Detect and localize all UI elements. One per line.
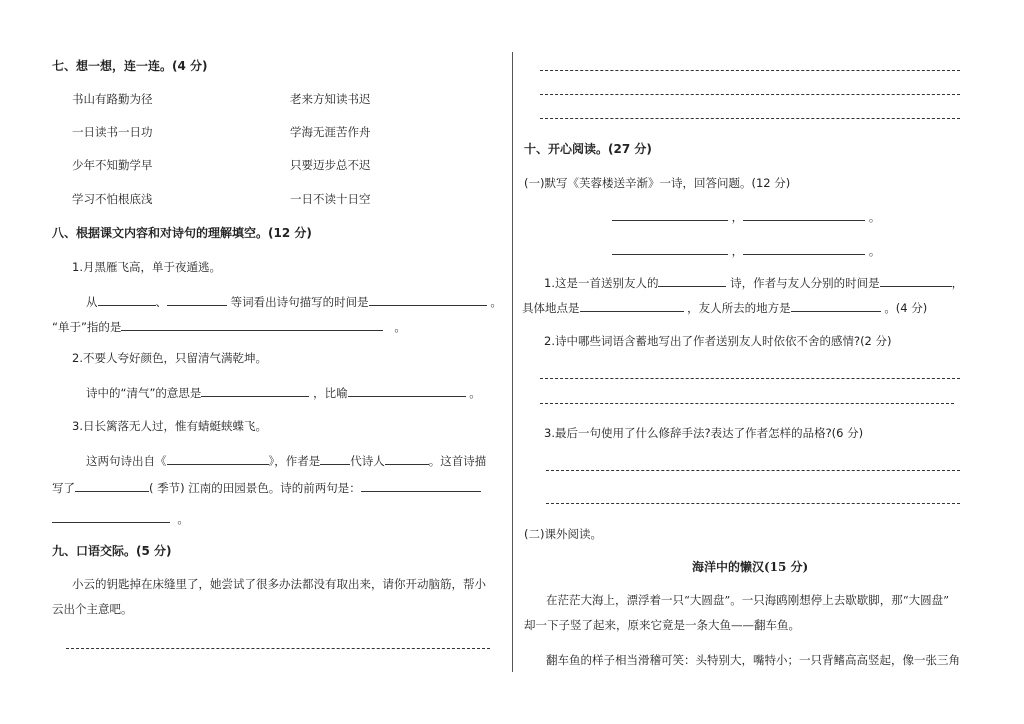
q10-title: 十、开心阅读。(27 分) [524, 142, 652, 156]
q10-s3: 3.最后一句使用了什么修辞手法?表达了作者怎样的品格?(6 分) [544, 426, 864, 440]
text-from: 从 [86, 295, 98, 309]
blank[interactable] [612, 208, 728, 221]
blank[interactable] [743, 242, 865, 255]
text-d: 具体地点是 [522, 301, 580, 315]
q10-sub2: (二)课外阅读。 [524, 527, 602, 541]
text-comma: ， [731, 210, 744, 224]
q10-s2: 2.诗中哪些词语含蓄地写出了作者送别友人时依依不舍的感情?(2 分) [544, 334, 892, 348]
text-e: ，友人所去的地方是 [687, 301, 791, 315]
q8-p2-line [86, 384, 481, 401]
text-c: 代诗人 [350, 454, 385, 468]
blank[interactable] [385, 452, 429, 465]
q8-poem-3: 3.日长篱落无人过，惟有蜻蜓蛱蝶飞。 [72, 419, 267, 433]
text-a: 这两句诗出自《 [86, 454, 167, 468]
text-period: 。 [868, 244, 881, 258]
article-para1-line2: 却一下子竖了起来，原来它竟是一条大鱼——翻车鱼。 [524, 618, 800, 632]
column-divider [512, 52, 513, 672]
text-sep: 、 [155, 295, 167, 309]
text-b: 》，作者是 [268, 454, 321, 468]
blank[interactable] [121, 318, 383, 331]
q7-left-item-3: 少年不知勤学早 [72, 158, 153, 172]
answer-line[interactable] [66, 648, 490, 649]
answer-line[interactable] [540, 70, 960, 71]
text-a: 诗中的“清气”的意思是 [86, 386, 202, 400]
q9-text-2: 云出个主意吧。 [52, 602, 133, 616]
article-title: 海洋中的懒汉(15 分) [692, 560, 809, 574]
q7-left-item-1: 书山有路勤为径 [72, 92, 153, 106]
q7-right-item-2: 学海无涯苦作舟 [290, 125, 371, 139]
answer-line[interactable] [540, 378, 960, 379]
blank[interactable] [167, 452, 269, 465]
q7-left-item-2: 一日读书一日功 [72, 125, 153, 139]
blank[interactable] [75, 479, 149, 492]
blank[interactable] [612, 242, 728, 255]
blank[interactable] [369, 293, 487, 306]
blank[interactable] [320, 452, 350, 465]
blank[interactable] [743, 208, 865, 221]
text-c: ， [951, 276, 964, 290]
q8-p3-line-1 [86, 452, 486, 469]
q8-chanyu-line [52, 318, 406, 335]
text-mid: 等词看出诗句描写的时间是 [230, 295, 369, 309]
answer-line[interactable] [546, 470, 960, 471]
q8-p3-line-2 [52, 479, 481, 496]
blank[interactable] [348, 384, 466, 397]
text-period: 。 [868, 210, 881, 224]
blank[interactable] [98, 293, 156, 306]
q8-title: 八、根据课文内容和对诗句的理解填空。(12 分) [52, 226, 312, 240]
q7-left-item-4: 学习不怕根底浅 [72, 192, 153, 206]
text-d: 。这首诗描 [428, 454, 487, 468]
text-e: 写了 [52, 481, 75, 495]
answer-line[interactable] [540, 118, 960, 119]
q7-title: 七、想一想，连一连。(4 分) [52, 59, 208, 73]
text-a: 1.这是一首送别友人的 [544, 276, 659, 290]
blank[interactable] [658, 274, 726, 287]
article-para2-line1: 翻车鱼的样子相当滑稽可笑：头特别大，嘴特小；一只背鳍高高竖起，像一张三角 [546, 653, 960, 667]
text-comma: ， [731, 244, 744, 258]
poem-line-1 [612, 208, 880, 225]
q7-right-item-3: 只要迈步总不迟 [290, 158, 371, 172]
answer-line[interactable] [540, 94, 960, 95]
blank[interactable] [880, 274, 952, 287]
blank[interactable] [52, 510, 170, 523]
blank[interactable] [361, 479, 481, 492]
q10-s1-line-2 [522, 299, 927, 316]
q8-poem-2: 2.不要人夸好颜色，只留清气满乾坤。 [72, 351, 267, 365]
answer-line[interactable] [546, 503, 960, 504]
text-f: 。(4 分) [884, 301, 928, 315]
q8-poem-1: 1.月黑雁飞高，单于夜遁逃。 [72, 260, 221, 274]
q8-p1-line [86, 293, 502, 310]
text-period: 。 [490, 295, 502, 309]
q9-title: 九、口语交际。(5 分) [52, 544, 172, 558]
text-chanyu: “单于”指的是 [52, 320, 122, 334]
q7-right-item-1: 老来方知读书迟 [290, 92, 371, 106]
q9-text-1: 小云的钥匙掉在床缝里了，她尝试了很多办法都没有取出来，请你开动脑筋，帮小 [72, 577, 486, 591]
answer-line[interactable] [540, 403, 954, 404]
text-end: 。 [177, 512, 189, 526]
blank[interactable] [201, 384, 309, 397]
blank[interactable] [167, 293, 227, 306]
q10-sub1: (一)默写《芙蓉楼送辛渐》一诗，回答问题。(12 分) [524, 176, 791, 190]
text-b: 诗，作者与友人分别的时间是 [730, 276, 880, 290]
text-b: ，比喻 [313, 386, 348, 400]
q10-s1-line-1 [544, 274, 963, 291]
text-end: 。 [394, 320, 406, 334]
text-f: ( 季节) 江南的田园景色。诗的前两句是： [149, 481, 361, 495]
poem-line-2 [612, 242, 880, 259]
q8-p3-line-3 [52, 510, 189, 527]
text-end: 。 [469, 386, 481, 400]
article-para1-line1: 在茫茫大海上，漂浮着一只“大圆盘”。一只海鸥刚想停上去歇歇脚，那“大圆盘” [546, 593, 950, 607]
blank[interactable] [580, 299, 684, 312]
q7-right-item-4: 一日不读十日空 [290, 192, 371, 206]
blank[interactable] [791, 299, 881, 312]
